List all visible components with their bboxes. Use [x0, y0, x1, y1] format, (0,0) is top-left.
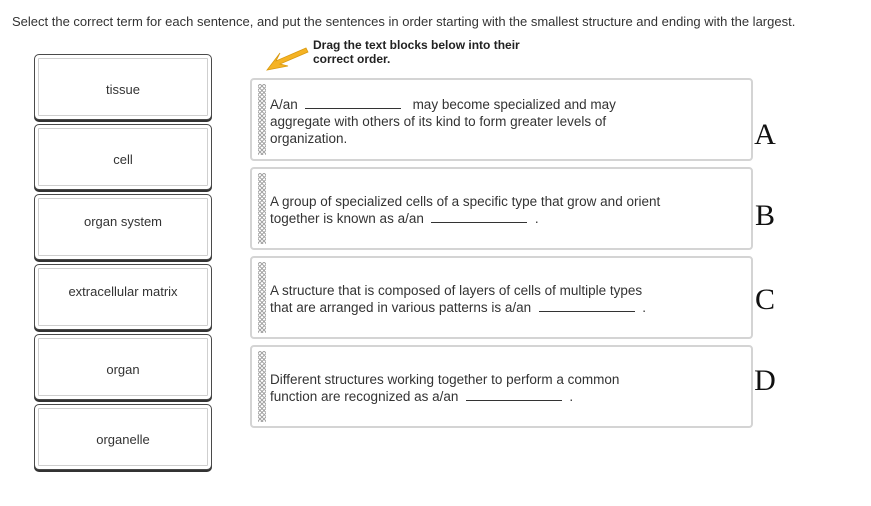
position-letter-b: B	[754, 199, 775, 232]
drag-hint-text	[313, 38, 520, 66]
sentence-text	[270, 282, 646, 316]
sentence-text-part: together is known as a/an	[270, 211, 424, 226]
position-letter-d: D	[754, 364, 776, 397]
drag-handle-icon[interactable]	[258, 262, 266, 333]
drag-handle-icon[interactable]	[258, 173, 266, 244]
sentence-text	[270, 96, 616, 147]
term-organ-system[interactable]	[34, 194, 212, 260]
sentence-text-part: may become specialized and may	[412, 97, 616, 112]
drag-hint	[266, 38, 546, 72]
term-extracellular-matrix[interactable]	[34, 264, 212, 330]
term-label: tissue	[106, 82, 140, 97]
sentence-block-a[interactable]	[250, 78, 753, 161]
answer-blank[interactable]	[466, 391, 562, 401]
sentence-text-part: A/an	[270, 97, 298, 112]
term-label: organ	[106, 362, 140, 377]
sentence-text-part: Different structures working together to perform a common	[270, 372, 620, 387]
arrow-icon	[266, 46, 310, 72]
sentence-text-part: .	[534, 211, 539, 226]
sentence-text-part: .	[569, 389, 574, 404]
term-label: extracellular matrix	[68, 284, 178, 299]
sentence-text-part: aggregate with others of its kind to form greater levels of	[270, 114, 607, 129]
term-organelle[interactable]	[34, 404, 212, 470]
sentence-text-part: A group of specialized cells of a specific type that grow and orient	[270, 194, 661, 209]
sentence-text	[270, 193, 660, 227]
term-label: organelle	[96, 432, 150, 447]
sentence-block-d[interactable]	[250, 345, 753, 428]
drag-hint-line-1: Drag the text blocks below into their	[313, 38, 520, 52]
sentence-block-c[interactable]	[250, 256, 753, 339]
instructions-text: Select the correct term for each sentence, and put the sentences in order starting with the smallest structure and ending with the largest.	[12, 14, 796, 29]
sentence-text-part: that are arranged in various patterns is a/an	[270, 300, 532, 315]
sentence-text-part: function are recognized as a/an	[270, 389, 459, 404]
term-tissue[interactable]	[34, 54, 212, 120]
drag-hint-line-2: correct order.	[313, 52, 391, 66]
sentence-text-part: A structure that is composed of layers of cells of multiple types	[270, 283, 643, 298]
sentence-block-b[interactable]	[250, 167, 753, 250]
term-label: organ system	[83, 214, 163, 229]
answer-blank[interactable]	[305, 99, 401, 109]
sentence-text-part: organization.	[270, 131, 348, 146]
drag-handle-icon[interactable]	[258, 84, 266, 155]
answer-blank[interactable]	[539, 302, 635, 312]
sentence-text-part: .	[642, 300, 646, 315]
term-organ[interactable]	[34, 334, 212, 400]
sentence-text	[270, 371, 619, 405]
term-label: cell	[113, 152, 133, 167]
drag-handle-icon[interactable]	[258, 351, 266, 422]
term-cell[interactable]	[34, 124, 212, 190]
answer-blank[interactable]	[431, 213, 527, 223]
position-letter-c: C	[754, 283, 775, 316]
position-letter-a: A	[754, 118, 776, 151]
